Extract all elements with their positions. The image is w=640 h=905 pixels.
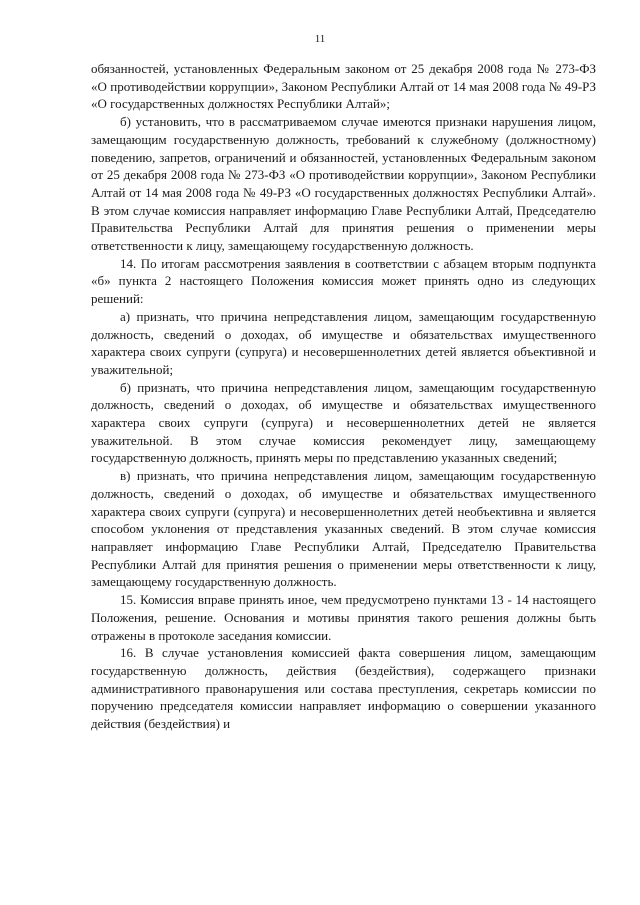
paragraph-13b: б) установить, что в рассматриваемом случае имеются признаки нарушения лицом, замещающим государственную должность, требований к служебному (должностному) поведению, запретов, ограничений и обязанностей, установленных Федеральным законом от 25 декабря 2008 года № 273-ФЗ «О противодействии коррупции», Законом Республики Алтай от 14 мая 2008 года № 49-РЗ «О государственных должностях Республики Алтай». В этом случае комиссия направляет информацию Главе Республики Алтай, Председателю Правительства Республики Алтай для принятия решения о применении меры ответственности к лицу, замещающему государственную должность.: [91, 114, 596, 254]
paragraph-obligations-continuation: обязанностей, установленных Федеральным законом от 25 декабря 2008 года № 273-ФЗ «О противодействии коррупции», Законом Республики Алтай от 14 мая 2008 года № 49-РЗ «О государственных должностях Республики Алтай»;: [91, 61, 596, 112]
paragraph-14: 14. По итогам рассмотрения заявления в соответствии с абзацем вторым подпункта «б» пункта 2 настоящего Положения комиссия может принять одно из следующих решений:: [91, 255, 596, 307]
page-number: 11: [314, 33, 326, 45]
paragraph-16: 16. В случае установления комиссией факта совершения лицом, замещающим государственную должность, действия (бездействия), содержащего признаки административного правонарушения или состава преступления, секретарь комиссии по поручению председателя комиссии направляет информацию о совершении указанного действия (бездействия) и: [91, 645, 596, 732]
paragraph-15: 15. Комиссия вправе принять иное, чем предусмотрено пунктами 13 - 14 настоящего Положения, решение. Основания и мотивы принятия такого решения должны быть отражены в протоколе заседания комиссии.: [91, 592, 596, 643]
paragraph-14a: а) признать, что причина непредставления лицом, замещающим государственную должность, сведений о доходах, об имуществе и обязательствах имущественного характера своих супруги (супруга) и несовершеннолетних детей является объективной и уважительной;: [91, 308, 596, 377]
paragraph-14b: б) признать, что причина непредставления лицом, замещающим государственную должность, сведений о доходах, об имуществе и обязательствах имущественного характера своих супруги (супруга) и несовершеннолетних детей не является уважительной. В этом случае комиссия рекомендует лицу, замещающему государственную должность, принять меры по представлению указанных сведений;: [91, 379, 596, 466]
paragraph-14c: в) признать, что причина непредставления лицом, замещающим государственную должность, сведений о доходах, об имуществе и обязательствах имущественного характера своих супруги (супруга) и несовершеннолетних детей необъективна и является способом уклонения от представления указанных сведений. В этом случае комиссия направляет информацию Главе Республики Алтай, Председателю Правительства Республики Алтай для принятия решения о применении меры ответственности к лицу, замещающему государственную должность.: [91, 468, 596, 590]
document-body: [91, 60, 596, 733]
